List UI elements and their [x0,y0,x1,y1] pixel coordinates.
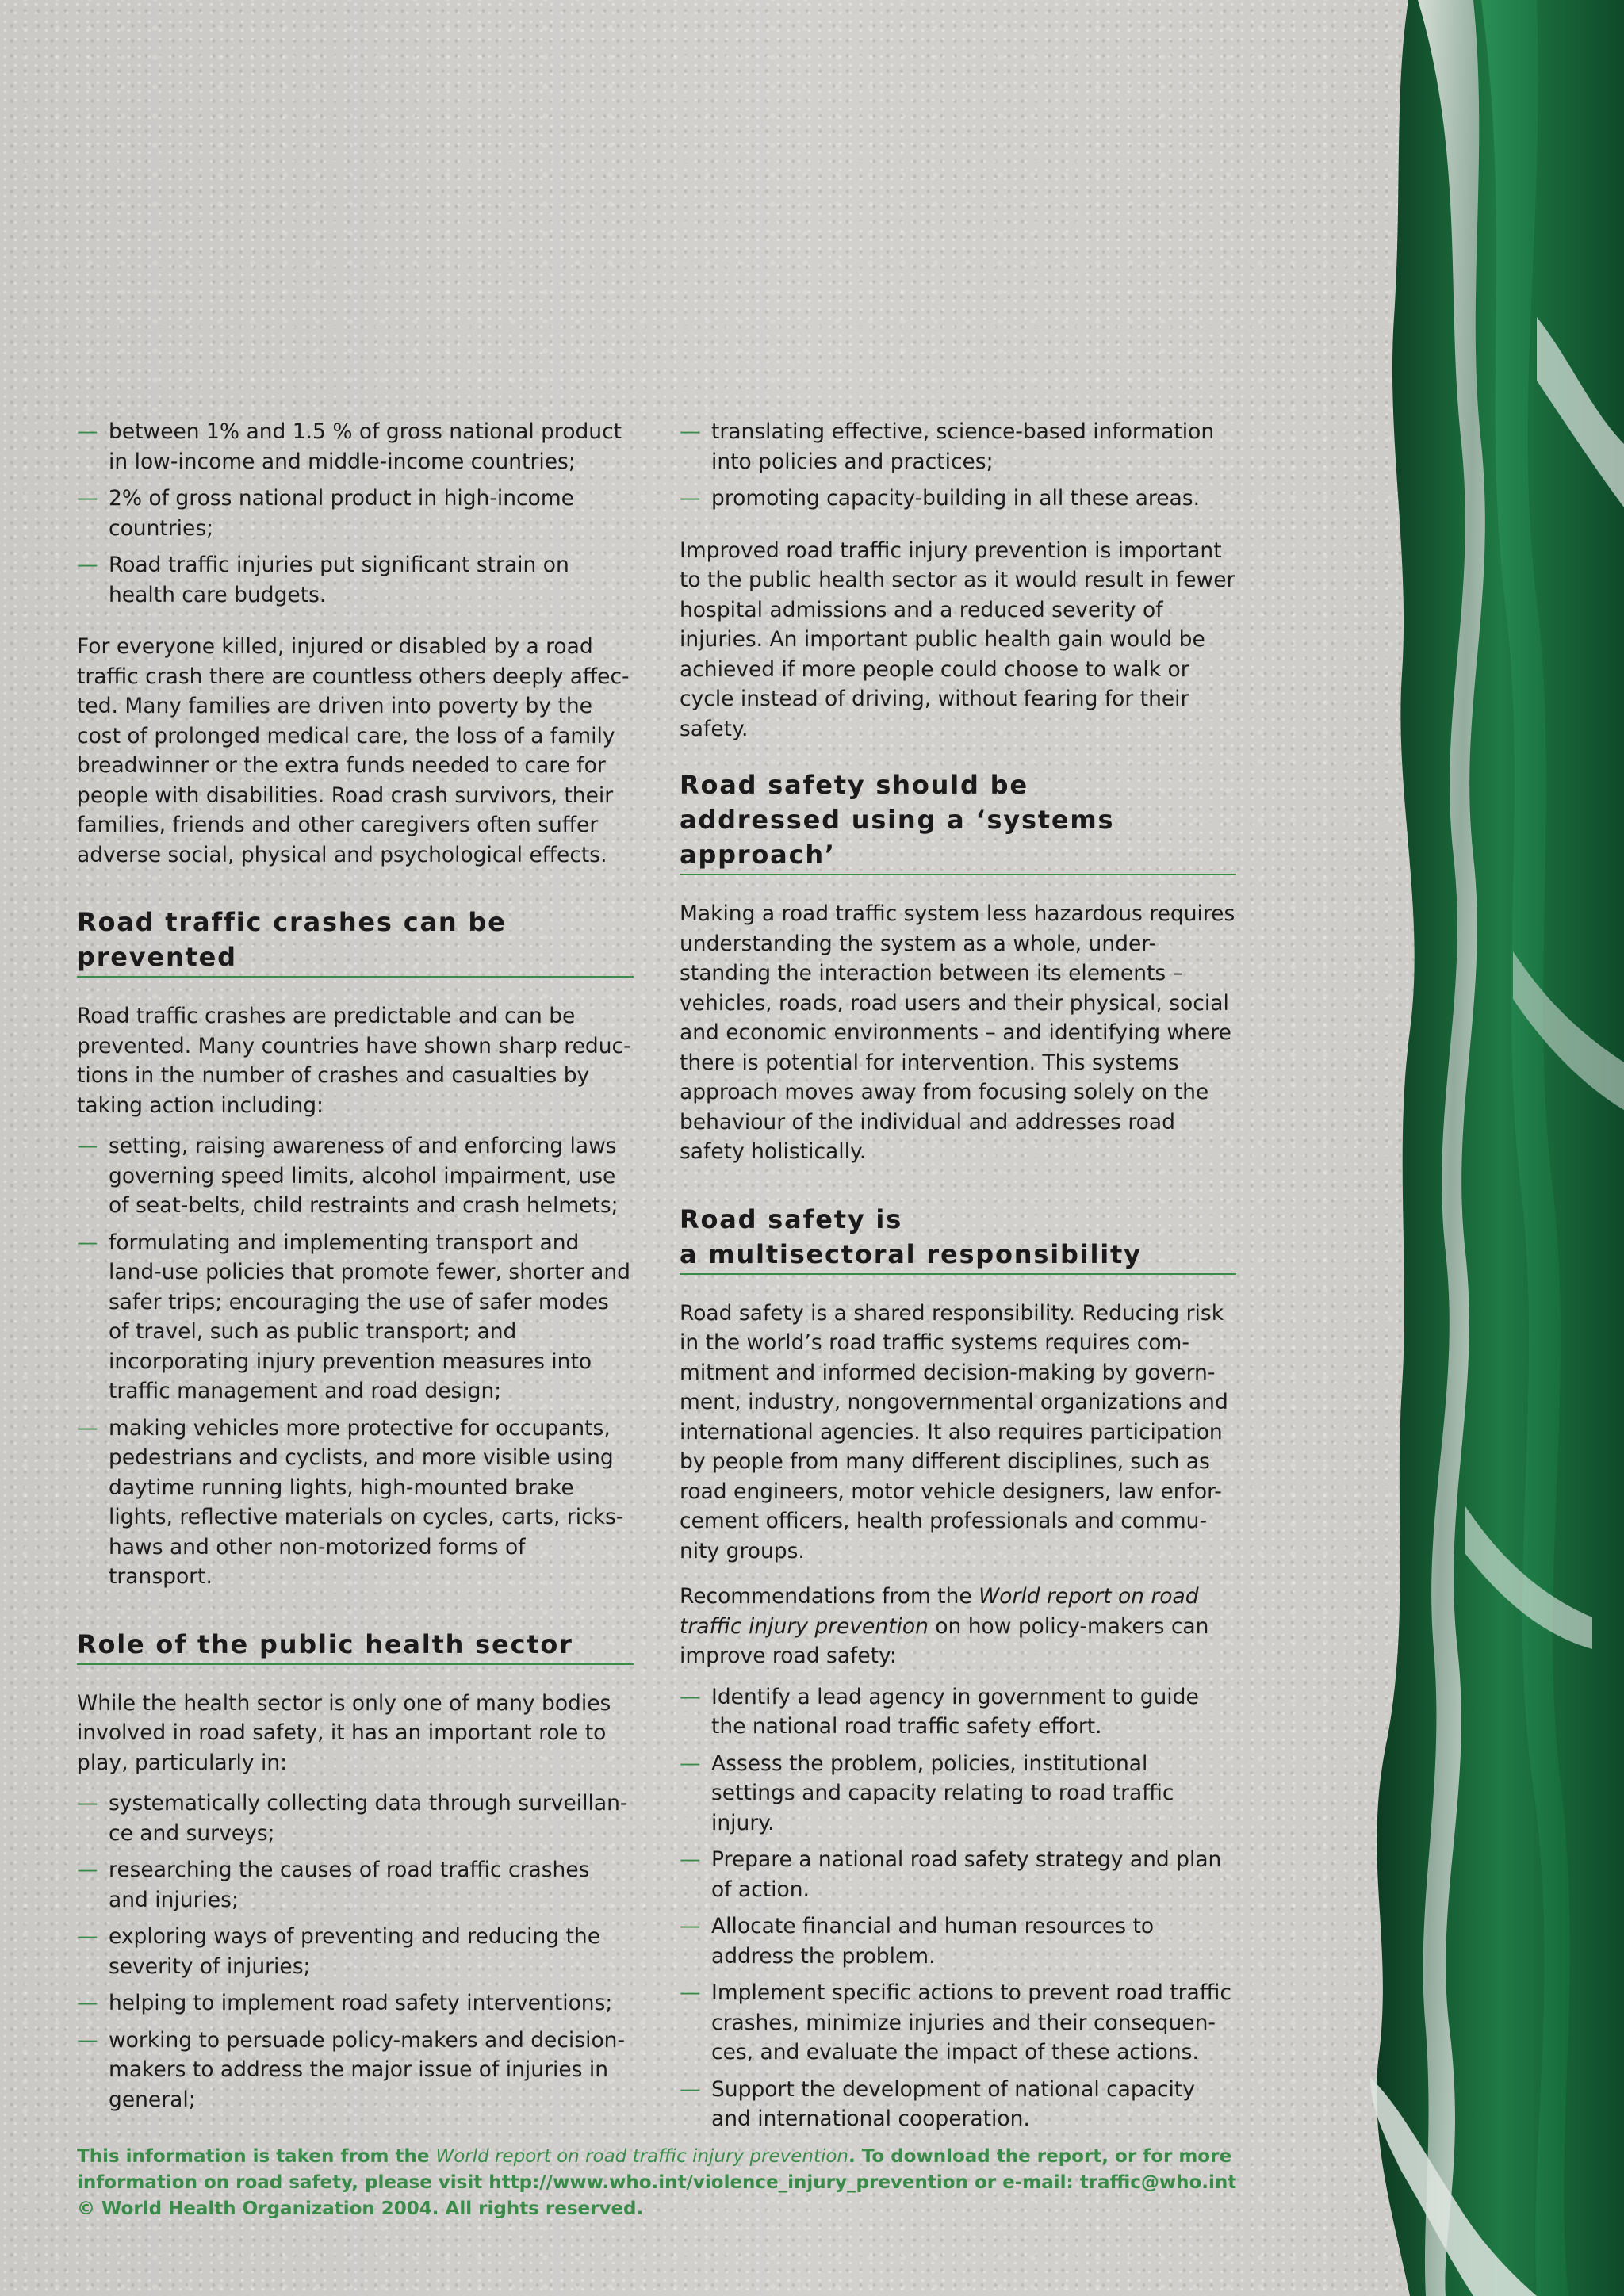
health-gain-paragraph: Improved road traffic injury prevention is important to the public health sector as it would result in fewer hospital admissions and a reduced severity of injuries. An important public health gain would be achieved if more people could choose to walk or cycle instead of driving, without fearing for their safety. [680,538,1235,741]
dash-marker: — [77,2027,98,2053]
dash-marker: — [77,553,98,577]
report-title: World report on road traffic injury prevention [680,1584,1199,1639]
dash-marker: — [77,1791,98,1816]
crumpled-metal-image [1275,0,1624,2296]
list-item: — exploring ways of preventing and reducing the severity of injuries; [77,1922,634,1981]
list-item: — Prepare a national road safety strategy and plan of action. [680,1845,1236,1904]
dash-marker: — [680,1684,701,1709]
multisectoral-paragraph: Road safety is a shared responsibility. Reducing risk in the world’s road traffic systems requires com-mitment and informed decision-making by govern-ment, industry, nongovernmental organizations and international agencies. It also requires participation by people from many different disciplines, such as road engineers, motor vehicle designers, law enfor-cement officers, health professionals and commu-nity groups. [680,1300,1228,1563]
footer-line-1: This information is taken from the World report on road traffic injury prevention. To download the report, or for more [77,2146,1232,2167]
list-item: — Identify a lead agency in government to guide the national road traffic safety effort. [680,1682,1236,1742]
list-item: — making vehicles more protective for occupants, pedestrians and cyclists, and more visible using daytime running lights, high-mounted brake lights, reflective materials on cycles, carts, ricks-haws and other non-motorized forms of transport. [77,1414,634,1592]
dash-marker: — [680,1751,701,1776]
dash-marker: — [77,1134,98,1158]
footer-copyright: © World Health Organization 2004. All rights reserved. [77,2198,644,2219]
list-item: — Allocate financial and human resources to address the problem. [680,1911,1236,1971]
intro-paragraph: For everyone killed, injured or disabled by a road traffic crash there are countless others deeply affec-ted. Many families are driven into poverty by the cost of prolonged medical care, the loss of a family breadwinner or the extra funds needed to care for people with disabilities. Road crash survivors, their families, friends and other caregivers often suffer adverse social, physical and psychological effects. [77,634,630,867]
dash-marker: — [680,1914,701,1938]
dash-marker: — [77,1230,98,1255]
dash-marker: — [77,1415,98,1441]
list-item: — Implement specific actions to prevent road traffic crashes, minimize injuries and their consequen-ces, and evaluate the impact of these actions. [680,1978,1236,2068]
continued-roles-list [680,417,1236,514]
left-column [77,417,634,2137]
dash-marker: — [77,419,98,444]
list-item: — promoting capacity-building in all these areas. [680,484,1236,514]
footer-source-note [77,2144,1266,2222]
dash-marker: — [680,419,701,444]
list-item: — translating effective, science-based information into policies and practices; [680,417,1236,476]
dash-marker: — [77,1924,98,1949]
prevented-paragraph: Road traffic crashes are predictable and can be prevented. Many countries have shown sharp reduc-tions in the number of crashes and casualties by taking action including: [77,1004,631,1118]
economic-cost-list [77,417,634,610]
dash-marker: — [680,1980,701,2005]
section-heading-public-health: Role of the public health sector [77,1627,634,1665]
dash-marker: — [680,1847,701,1872]
footer-report-title: World report on road traffic injury prevention [435,2146,849,2167]
dash-marker: — [680,486,701,511]
list-item: — working to persuade policy-makers and decision-makers to address the major issue of injuries in general; [77,2026,634,2115]
dash-marker: — [680,2076,701,2102]
list-item: — Support the development of national capacity and international cooperation. [680,2075,1236,2134]
dash-marker: — [77,1991,98,2015]
list-item: — researching the causes of road traffic crashes and injuries; [77,1855,634,1915]
recommendations-paragraph: Recommendations from the World report on road traffic injury prevention on how policy-makers can improve road safety: [680,1584,1209,1668]
list-item: — Road traffic injuries put significant strain on health care budgets. [77,550,634,610]
public-health-paragraph: While the health sector is only one of many bodies involved in road safety, it has an important role to play, particularly in: [77,1690,611,1775]
public-health-roles-list [77,1789,634,2114]
section-heading-multisectoral: Road safety is a multisectoral responsibility [680,1202,1236,1275]
list-item: — helping to implement road safety interventions; [77,1988,634,2019]
section-heading-systems: Road safety should be addressed using a ‘systems approach’ [680,767,1236,875]
list-item: — 2% of gross national product in high-income countries; [77,484,634,543]
recommendations-list [680,1682,1236,2134]
right-column [680,417,1236,2156]
list-item: — Assess the problem, policies, institutional settings and capacity relating to road traffic injury. [680,1749,1236,1839]
section-heading-prevented: Road traffic crashes can be prevented [77,905,634,978]
list-item: — between 1% and 1.5 % of gross national product in low-income and middle-income countries; [77,417,634,476]
list-item: — setting, raising awareness of and enforcing laws governing speed limits, alcohol impairment, use of seat-belts, child restraints and crash helmets; [77,1131,634,1221]
list-item: — formulating and implementing transport and land-use policies that promote fewer, shorter and safer trips; encouraging the use of safer modes of travel, such as public transport; and incorporating injury prevention measures into traffic management and road design; [77,1228,634,1406]
dash-marker: — [77,1858,98,1882]
prevention-actions-list [77,1131,634,1592]
dash-marker: — [77,486,98,511]
list-item: — systematically collecting data through surveillan-ce and surveys; [77,1789,634,1848]
systems-paragraph: Making a road traffic system less hazardous requires understanding the system as a whole, under-standing the interaction between its elements – vehicles, roads, road users and their physical, social and economic environments – and identifying where there is potential for intervention. This systems approach moves away from focusing solely on the behaviour of the individual and addresses road safety holistically. [680,901,1235,1164]
footer-line-2: information on road safety, please visit http://www.who.int/violence_injury_prevention or e-mail: traffic@who.int [77,2172,1237,2193]
